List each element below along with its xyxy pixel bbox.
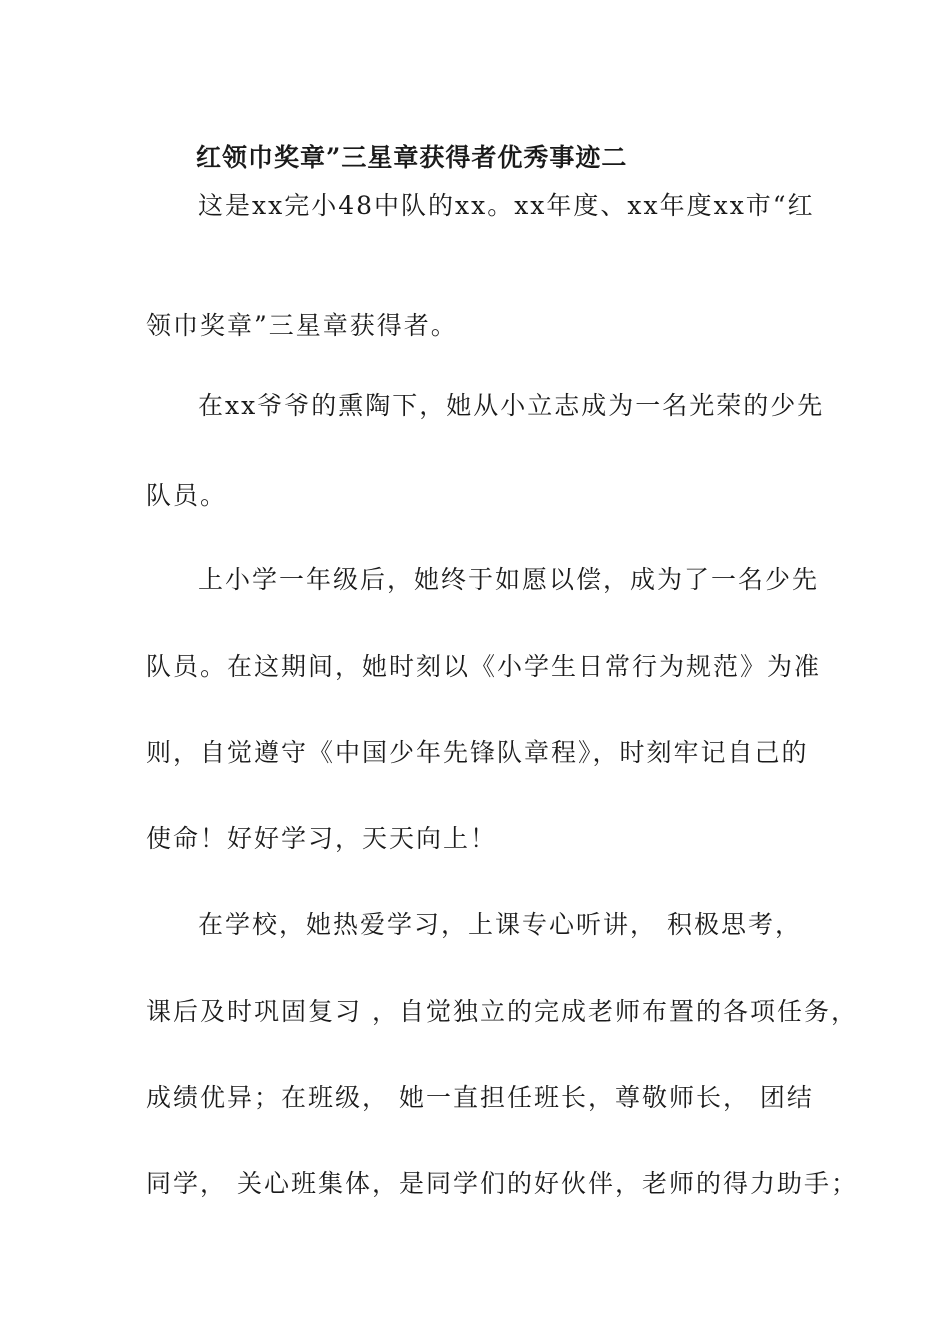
paragraph-line: 在xx爷爷的熏陶下，她从小立志成为一名光荣的少先: [198, 391, 825, 420]
paragraph-line: 上小学一年级后，她终于如愿以偿，成为了一名少先: [198, 565, 820, 594]
paragraph-line: 同学， 关心班集体，是同学们的好伙伴，老师的得力助手；: [146, 1169, 858, 1198]
paragraph-line: 课后及时巩固复习 ，自觉独立的完成老师布置的各项任务，: [146, 997, 858, 1026]
paragraph-line: 队员。在这期间，她时刻以《小学生日常行为规范》为准: [146, 652, 822, 681]
document-title: 红领巾奖章”三星章获得者优秀事迹二: [196, 143, 628, 172]
paragraph-line: 队员。: [146, 481, 228, 510]
paragraph-line: 这是xx完小48中队的xx。xx年度、xx年度xx市“红: [198, 191, 815, 220]
paragraph-line: 成绩优异；在班级， 她一直担任班长，尊敬师长， 团结: [146, 1083, 814, 1112]
paragraph-line: 在学校，她热爱学习，上课专心听讲， 积极思考，: [198, 910, 802, 939]
paragraph-line: 领巾奖章”三星章获得者。: [146, 311, 458, 340]
paragraph-line: 则，自觉遵守《中国少年先锋队章程》，时刻牢记自己的: [146, 738, 809, 767]
paragraph-line: 使命！好好学习，天天向上！: [146, 824, 498, 853]
